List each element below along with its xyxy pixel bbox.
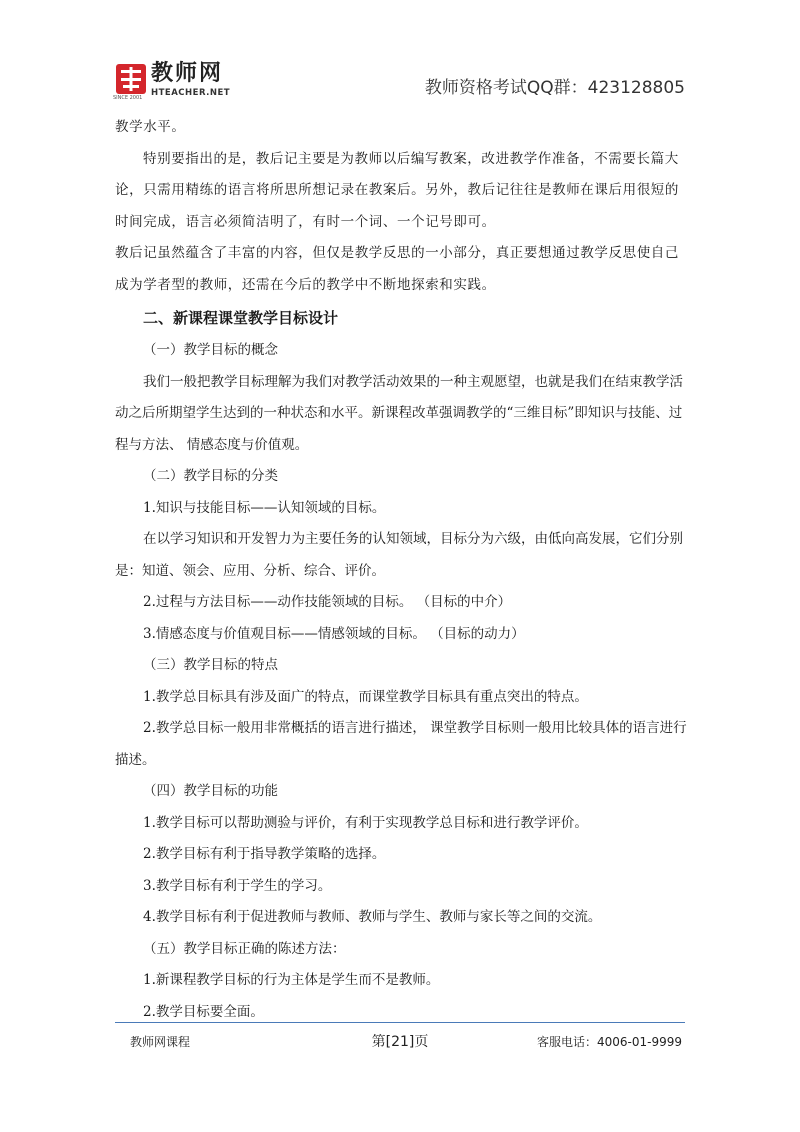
footer-course: 教师网课程: [130, 1035, 191, 1049]
paragraph: 我们一般把教学目标理解为我们对教学活动效果的一种主观愿望，也就是我们在结束教学活动之后所期望学生达到的一种状态和水平。新课程改革强调教学的“三维目标”即知识与技能、过程与方法、 情感态度与价值观。: [115, 373, 683, 453]
logo-since-text: SINCE 2001: [113, 95, 143, 101]
subsection-title: （五）教学目标正确的陈述方法：: [143, 940, 346, 957]
paragraph-continue: 教学水平。: [115, 119, 186, 135]
subsection-title: （一）教学目标的概念: [143, 342, 278, 358]
logo-cn-text: 教师网: [151, 61, 224, 86]
paragraph-special: 特别要指出的是，教后记主要是为教师以后编写教案，改进教学作准备，不需要长篇大论，只需用精练的语言将所思所想记录在教案后。另外，教后记往往是教师在课后用很短的时间完成，语言必须简洁明了，有时一个词、一个记号即可。: [115, 150, 679, 230]
subsection-title: （二）教学目标的分类: [143, 468, 278, 484]
list-item: 1.教学目标可以帮助测验与评价，有利于实现教学总目标和进行教学评价。: [143, 814, 588, 831]
logo-en-text: HTEACHER.NET: [151, 88, 231, 98]
list-item: 2.教学目标有利于指导教学策略的选择。: [143, 846, 386, 862]
footer-phone: 客服电话：4006-01-9999: [536, 1035, 682, 1049]
paragraph-summary: 教后记虽然蕴含了丰富的内容，但仅是教学反思的一小部分，真正要想通过教学反思使自己成为学者型的教师，还需在今后的教学中不断地探索和实践。: [115, 245, 679, 293]
list-item: 1.教学总目标具有涉及面广的特点，而课堂教学目标具有重点突出的特点。: [143, 688, 588, 705]
hteacher-logo-icon: [115, 62, 147, 96]
subsection-title: （三）教学目标的特点: [143, 657, 278, 673]
list-item: 1.新课程教学目标的行为主体是学生而不是教师。: [143, 972, 440, 988]
section-heading: 二、新课程课堂教学目标设计: [143, 309, 339, 327]
list-item: 3.情感态度与价值观目标——情感领域的目标。 （目标的动力）: [143, 625, 525, 642]
list-item: 2.教学总目标一般用非常概括的语言进行描述， 课堂教学目标则一般用比较具体的语言进行描述。: [115, 720, 687, 768]
paragraph: 在以学习知识和开发智力为主要任务的认知领域，目标分为六级，由低向高发展，它们分别是：知道、领会、应用、分析、综合、评价。: [115, 531, 683, 579]
page-number: 第[21]页: [371, 1034, 429, 1050]
header-contact: 教师资格考试QQ群：423128805: [424, 78, 685, 98]
list-item: 2.教学目标要全面。: [143, 1003, 264, 1020]
subsection-title: （四）教学目标的功能: [143, 783, 278, 799]
list-item: 1.知识与技能目标——认知领域的目标。: [143, 499, 386, 516]
list-item: 3.教学目标有利于学生的学习。: [143, 877, 332, 894]
footer-divider: [115, 1022, 685, 1023]
list-item: 2.过程与方法目标——动作技能领域的目标。 （目标的中介）: [143, 594, 512, 610]
page-body: [115, 112, 687, 1028]
list-item: 4.教学目标有利于促进教师与教师、教师与学生、教师与家长等之间的交流。: [143, 909, 602, 925]
